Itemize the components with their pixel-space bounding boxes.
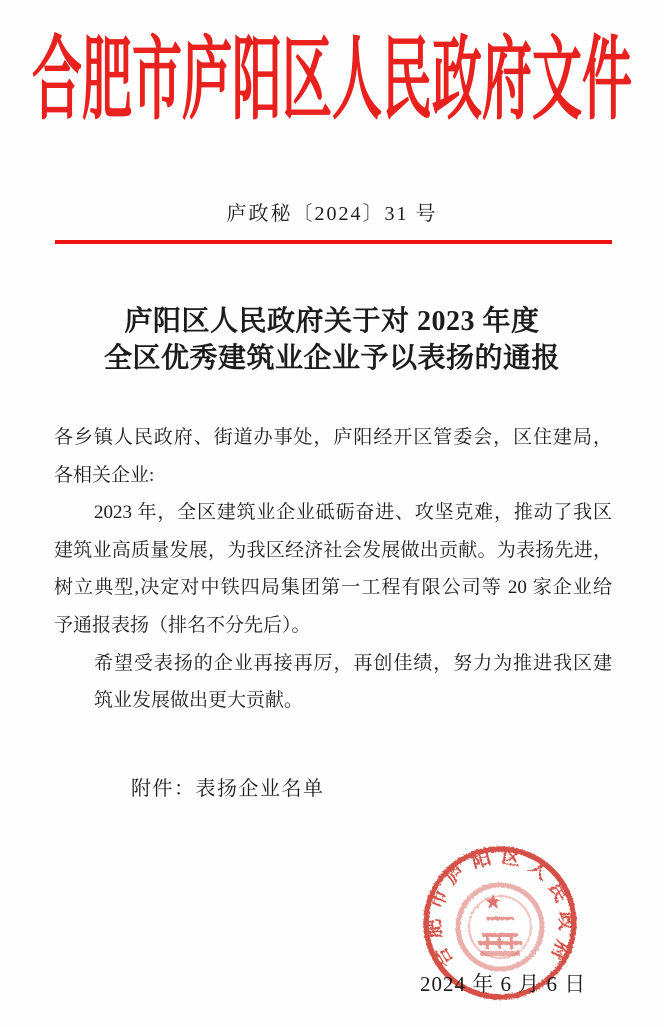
national-emblem-icon xyxy=(458,885,542,969)
title-line-2: 全区优秀建筑业企业予以表扬的通报 xyxy=(103,343,560,374)
body-line: 希望受表扬的企业再接再厉，再创佳绩，努力为推进我区建 xyxy=(94,652,612,674)
document-body xyxy=(54,419,612,720)
body-line: 予通报表扬（排名不分先后）。 xyxy=(54,614,311,636)
emblem-gate-shape xyxy=(478,917,522,956)
letterhead-title: 合肥市庐阳区人民政府文件 xyxy=(32,28,632,131)
body-line: 2023 年，全区建筑业企业砥砺奋进、攻坚克难，推动了我区 xyxy=(94,502,612,524)
title-line-1: 庐阳区人民政府关于对 2023 年度 xyxy=(124,306,540,337)
body-line: 树立典型,决定对中铁四局集团第一工程有限公司等 20 家企业给 xyxy=(54,577,612,599)
seal-arc-text: 合肥市庐阳区人民政府 xyxy=(423,846,577,971)
attachment-line: 附件：表扬企业名单 xyxy=(131,778,325,800)
body-line: 筑业发展做出更大贡献。 xyxy=(94,690,304,712)
body-line: 各乡镇人民政府、街道办事处，庐阳经开区管委会，区住建局， xyxy=(54,427,612,448)
body-line: 建筑业高质量发展，为我区经济社会发展做出贡献。为表扬先进， xyxy=(54,539,612,561)
body-line: 各相关企业: xyxy=(54,464,155,486)
doc-number: 庐政秘〔2024〕31 号 xyxy=(226,203,438,225)
document-letterhead xyxy=(0,28,664,131)
issue-date: 2024 年 6 月 6 日 xyxy=(420,972,587,996)
document-title xyxy=(0,303,664,377)
red-separator-line xyxy=(55,240,612,244)
